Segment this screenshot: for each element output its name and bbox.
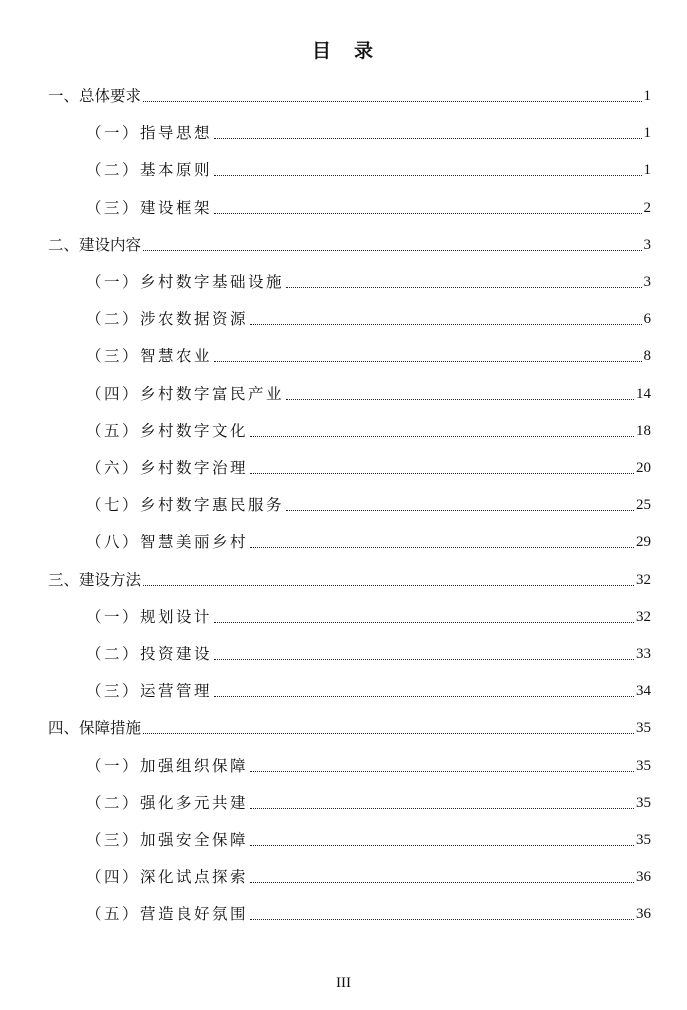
toc-dot-leader	[250, 323, 641, 325]
toc-dot-leader	[250, 881, 634, 883]
toc-entry[interactable]	[86, 591, 651, 627]
toc-entry-page-number: 32	[636, 608, 651, 625]
toc-entry[interactable]	[86, 293, 651, 329]
toc-dot-leader	[214, 137, 641, 139]
toc-entry-page-number: 6	[643, 311, 651, 328]
toc-entry[interactable]	[86, 665, 651, 701]
page-number-footer: III	[336, 975, 351, 991]
toc-entry[interactable]	[86, 182, 651, 218]
toc-entry[interactable]	[86, 740, 651, 776]
toc-entry-page-number: 20	[636, 460, 651, 476]
toc-entry[interactable]	[86, 368, 651, 404]
toc-entry-page-number: 8	[643, 348, 651, 365]
toc-dot-leader	[250, 546, 634, 548]
toc-entry-label: （三）加强安全保障	[86, 831, 249, 849]
toc-entry[interactable]	[48, 554, 651, 590]
toc-entry-page-number: 25	[636, 497, 651, 514]
toc-entry-label: （八）智慧美丽乡村	[86, 533, 249, 552]
toc-dot-leader	[214, 360, 641, 362]
toc-dot-leader	[250, 807, 634, 809]
toc-entry[interactable]	[86, 330, 651, 366]
toc-dot-leader	[143, 100, 641, 102]
toc-entry[interactable]	[86, 256, 651, 292]
toc-entry-label: （一）规划设计	[86, 607, 213, 626]
toc-entry-page-number: 3	[643, 236, 651, 253]
toc-entry-page-number: 34	[636, 683, 651, 700]
toc-entry-page-number: 29	[636, 534, 651, 551]
toc-entry-label: （一）加强组织保障	[86, 756, 249, 775]
toc-entry-page-number: 18	[636, 422, 651, 439]
toc-entry[interactable]	[86, 405, 651, 441]
toc-dot-leader	[286, 286, 641, 288]
toc-entry-page-number: 35	[636, 832, 651, 848]
toc-entry-label: （四）乡村数字富民产业	[86, 384, 285, 403]
toc-entry-label: （四）深化试点探索	[86, 868, 249, 887]
toc-entry-page-number: 3	[643, 274, 651, 290]
toc-dot-leader	[214, 695, 634, 697]
toc-entry[interactable]	[86, 814, 651, 850]
toc-entry[interactable]	[48, 219, 651, 255]
toc-entry-label: （五）营造良好氛围	[86, 905, 249, 924]
toc-entry-page-number: 1	[643, 125, 651, 142]
toc-dot-leader	[143, 584, 634, 586]
toc-entry-label: （六）乡村数字治理	[86, 459, 249, 477]
toc-entry[interactable]	[86, 479, 651, 515]
toc-entry-label: 四、保障措施	[48, 719, 142, 738]
toc-entry-label: （二）强化多元共建	[86, 793, 249, 812]
toc-entry-page-number: 32	[636, 571, 651, 588]
toc-entry-page-number: 1	[643, 162, 651, 179]
toc-entry-page-number: 1	[643, 88, 651, 104]
toc-dot-leader	[214, 621, 634, 623]
toc-entry-label: （五）乡村数字文化	[86, 421, 249, 440]
toc-entry[interactable]	[48, 702, 651, 738]
toc-entry-page-number: 35	[636, 720, 651, 737]
toc-dot-leader	[250, 472, 634, 474]
toc-entry-label: （三）智慧农业	[86, 347, 213, 366]
toc-dot-leader	[250, 435, 634, 437]
toc-entry-label: （二）基本原则	[86, 161, 213, 180]
toc-entry-label: （一）乡村数字基础设施	[86, 273, 285, 291]
toc-entry[interactable]	[86, 777, 651, 813]
toc-entry[interactable]	[86, 851, 651, 887]
toc-dot-leader	[286, 398, 634, 400]
toc-dot-leader	[250, 844, 634, 846]
toc-entry[interactable]	[86, 442, 651, 478]
toc-entry-label: （三）建设框架	[86, 198, 213, 217]
toc-dot-leader	[143, 249, 641, 251]
toc-dot-leader	[250, 770, 634, 772]
toc-entry-page-number: 2	[643, 199, 651, 216]
toc-dot-leader	[286, 509, 634, 511]
toc-entry[interactable]	[48, 70, 651, 106]
toc-entry[interactable]	[86, 888, 651, 924]
toc-entry[interactable]	[86, 144, 651, 180]
toc-entry[interactable]	[86, 107, 651, 143]
toc-entry-label: （七）乡村数字惠民服务	[86, 496, 285, 515]
toc-entry-label: （二）涉农数据资源	[86, 310, 249, 329]
toc-dot-leader	[250, 918, 634, 920]
toc-entry[interactable]	[86, 516, 651, 552]
toc-entry-page-number: 35	[636, 757, 651, 774]
toc-entry-label: 一、总体要求	[48, 87, 142, 105]
toc-entry-label: （三）运营管理	[86, 682, 213, 701]
toc-entry-page-number: 33	[636, 646, 651, 662]
toc-dot-leader	[143, 732, 634, 734]
toc-entry[interactable]	[86, 628, 651, 664]
toc-entry-label: （二）投资建设	[86, 645, 213, 663]
toc-dot-leader	[214, 658, 634, 660]
toc-entry-page-number: 36	[636, 869, 651, 886]
toc-dot-leader	[214, 174, 641, 176]
toc-entry-label: 二、建设内容	[48, 235, 142, 254]
toc-dot-leader	[214, 212, 641, 214]
page-title: 目 录	[311, 40, 375, 62]
toc-entry-page-number: 35	[636, 794, 651, 811]
toc-entry-label: 三、建设方法	[48, 570, 142, 589]
toc-entry-label: （一）指导思想	[86, 124, 213, 143]
toc-entry-page-number: 36	[636, 906, 651, 923]
toc-entry-page-number: 14	[636, 385, 651, 402]
